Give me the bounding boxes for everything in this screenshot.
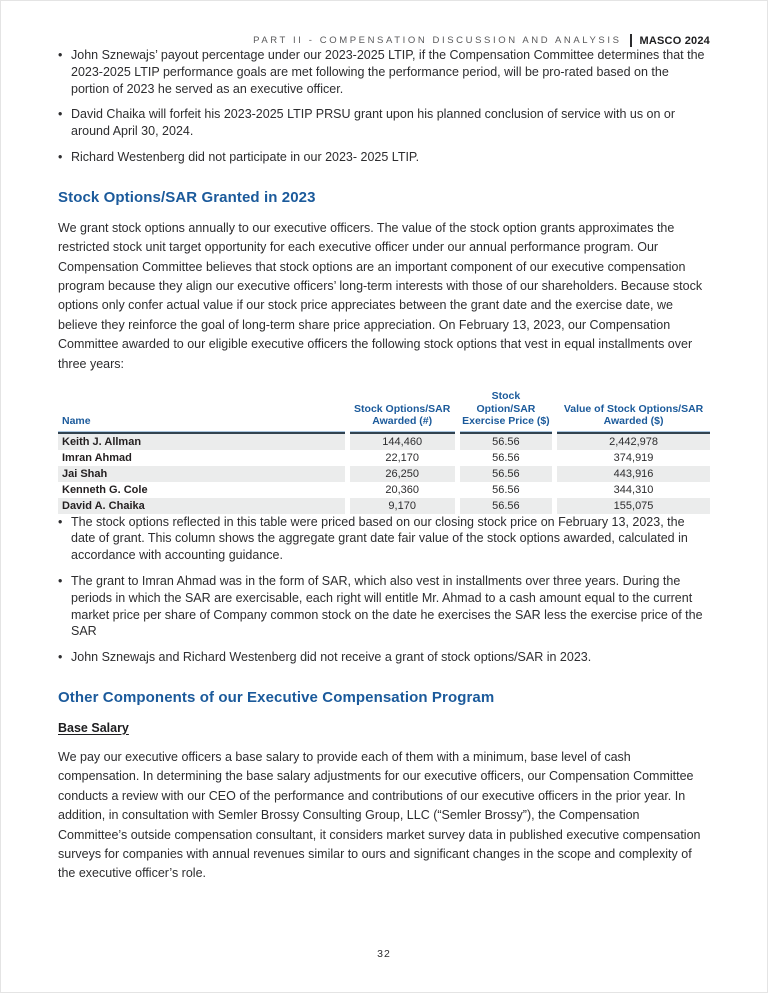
cell-value: 155,075: [557, 498, 710, 514]
column-header-awarded: Stock Options/SAR Awarded (#): [350, 388, 455, 434]
cell-name: Imran Ahmad: [62, 451, 132, 464]
cell-name: Kenneth G. Cole: [62, 483, 148, 496]
cell-exercise-price: 56.56: [460, 434, 552, 450]
table-row: [58, 434, 710, 450]
column-header-value: Value of Stock Options/SAR Awarded ($): [557, 388, 710, 434]
base-salary-paragraph: We pay our executive officers a base salary to provide each of them with a minimum, base level of cash compensation. In determining the base salary adjustments for our executive officers, our Compensation Committee conducts a review with our CEO of the performance and contributions of our executive officers in the prior year. In addition, in consultation with Semler Brossy Consulting Group, LLC (“Semler Brossy”), the Compensation Committee’s outside compensation consultant, it considers market survey data in published executive compensation surveys for companies with annual revenues similar to ours and significant changes in the scope and complexity of the executive officer’s role.: [58, 749, 701, 881]
cell-name: Keith J. Allman: [58, 434, 345, 450]
cell-value: 2,442,978: [557, 434, 710, 450]
bullet-item: • The stock options reflected in this table were priced based on our closing stock price on February 13, 2023, the date of grant. This column shows the aggregate grant date fair value of the stock options awarded, calculated in accordance with accounting guidance.: [58, 514, 710, 564]
cell-awarded: 22,170: [385, 451, 420, 464]
stock-options-heading: Stock Options/SAR Granted in 2023: [58, 188, 316, 206]
bullet-item: • Richard Westenberg did not participate in our 2023- 2025 LTIP.: [58, 149, 710, 166]
bullet-item: • David Chaika will forfeit his 2023-2025 LTIP PRSU grant upon his planned conclusion of service with us on or around April 30, 2024.: [58, 106, 710, 140]
grants-table-header: [58, 388, 710, 434]
running-header: [58, 34, 710, 47]
running-header-divider: [630, 34, 632, 47]
table-notes-bullet-list: [58, 514, 710, 666]
bullet-item: • The grant to Imran Ahmad was in the form of SAR, which also vest in installments over three years. During the periods in which the SAR are exercisable, each right will entitle Mr. Ahmad to a cash amount equal to the current market price per share of Company common stock on the date he exercises the SAR less the exercise price of the SAR: [58, 573, 710, 640]
cell-awarded: 20,360: [385, 483, 420, 496]
cell-name: David A. Chaika: [58, 498, 345, 514]
cell-value: 344,310: [613, 483, 654, 496]
running-header-section-title: PART II - COMPENSATION DISCUSSION AND ANALYSIS: [253, 35, 622, 46]
base-salary-subheading: Base Salary: [58, 720, 129, 735]
cell-awarded: 26,250: [350, 466, 455, 482]
table-row: [58, 498, 710, 514]
cell-exercise-price: 56.56: [460, 466, 552, 482]
table-row: [58, 466, 710, 482]
stock-options-paragraph: We grant stock options annually to our executive officers. The value of the stock option grants approximates the restricted stock unit target opportunity for each executive officer under our annual performance program. Our Compensation Committee believes that stock options are an important component of our executive compensation program because they align our executive officers’ long-term interests with those of our shareholders. Because stock options only confer actual value if our stock price appreciates between the grant date and the exercise date, we believe they reinforce the goal of long-term share price appreciation. On February 13, 2023, our Compensation Committee awarded to our eligible executive officers the following stock options that vest in equal installments over three years:: [58, 220, 703, 371]
page-number: 32: [377, 948, 391, 960]
page-content: [58, 1, 710, 884]
table-row: [58, 482, 710, 498]
cell-awarded: 144,460: [350, 434, 455, 450]
bullet-item: • John Sznewajs and Richard Westenberg did not receive a grant of stock options/SAR in 2023.: [58, 649, 710, 666]
cell-exercise-price: 56.56: [492, 483, 520, 496]
intro-bullet-list: [58, 47, 710, 166]
column-header-name: Name: [58, 388, 345, 434]
cell-awarded: 9,170: [350, 498, 455, 514]
cell-name: Jai Shah: [58, 466, 345, 482]
cell-exercise-price: 56.56: [492, 451, 520, 464]
stock-options-grants-table: [53, 388, 715, 514]
other-components-heading: Other Components of our Executive Compensation Program: [58, 688, 495, 706]
column-header-exercise-price: Stock Option/SAR Exercise Price ($): [460, 388, 552, 434]
cell-value: 443,916: [557, 466, 710, 482]
cell-value: 374,919: [613, 451, 654, 464]
bullet-item: • John Sznewajs’ payout percentage under our 2023-2025 LTIP, if the Compensation Committee determines that the 2023-2025 LTIP performance goals are met following the performance period, will be pro-rated based on the portion of 2023 he served as an executive officer.: [58, 47, 710, 97]
cell-exercise-price: 56.56: [460, 498, 552, 514]
table-row: [58, 450, 710, 466]
running-header-brand: MASCO 2024: [639, 34, 710, 47]
